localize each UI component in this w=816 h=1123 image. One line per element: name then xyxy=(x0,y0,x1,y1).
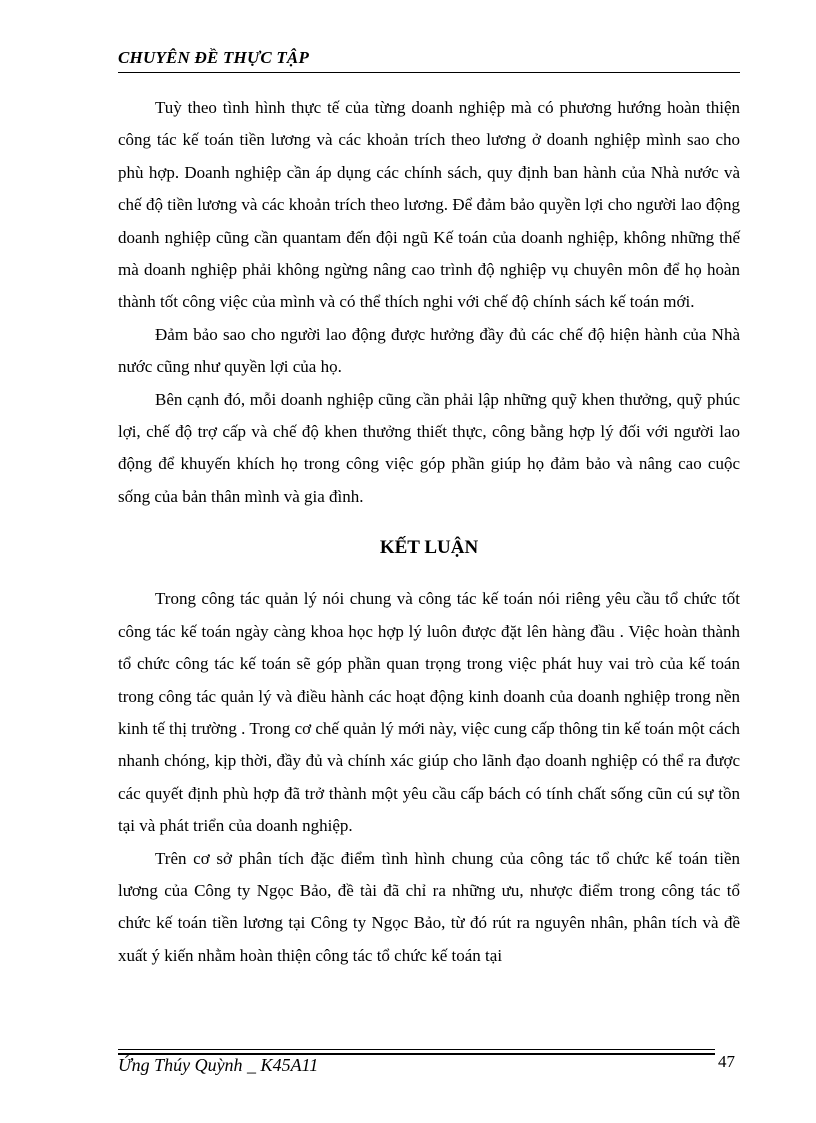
footer-author: Ứng Thúy Quỳnh _ K45A11 xyxy=(118,1055,319,1075)
page-header xyxy=(118,48,740,68)
header-title: CHUYÊN ĐỀ THỰC TẬP xyxy=(118,48,310,67)
section-heading: KẾT LUẬN xyxy=(379,537,479,559)
body-paragraph: Tuỳ theo tình hình thực tế của từng doanh nghiệp mà có phương hướng hoàn thiện công tác kế toán tiền lương và các khoản trích theo lương ở doanh nghiệp mình sao cho phù hợp. Doanh nghiệp cần áp dụng các chính sách, quy định ban hành của Nhà nước và chế độ tiền lương và các khoản trích theo lương. Để đảm bảo quyền lợi cho người lao động doanh nghiệp cũng cần quantam đến đội ngũ Kế toán của doanh nghiệp, không những thế mà doanh nghiệp phải không ngừng nâng cao trình độ nghiệp vụ chuyên môn để họ hoàn thành tốt công việc của mình và có thể thích nghi với chế độ chính sách kế toán mới. xyxy=(118,98,740,312)
body-paragraph: Trên cơ sở phân tích đặc điểm tình hình chung của công tác tổ chức kế toán tiền lương của Công ty Ngọc Bảo, đề tài đã chỉ ra những ưu, nhược điểm trong công tác tổ chức kế toán tiền lương tại Công ty Ngọc Bảo, từ đó rút ra nguyên nhân, phân tích và đề xuất ý kiến nhằm hoàn thiện công tác tổ chức kế toán tại xyxy=(118,848,740,965)
document-body xyxy=(118,92,740,972)
header-rule xyxy=(118,72,740,73)
body-paragraph: Đảm bảo sao cho người lao động được hưởng đầy đủ các chế độ hiện hành của Nhà nước cũng như quyền lợi của họ. xyxy=(118,324,740,377)
body-paragraph: Trong công tác quản lý nói chung và công tác kế toán nói riêng yêu cầu tổ chức tốt công tác kế toán ngày càng khoa học hợp lý luôn được đặt lên hàng đầu . Việc hoàn thành tổ chức công tác kế toán sẽ góp phần quan trọng trong việc phát huy vai trò của kế toán trong công tác quản lý và điều hành các hoạt động kinh doanh của doanh nghiệp trong nền kinh tế thị trường . Trong cơ chế quản lý mới này, việc cung cấp thông tin kế toán một cách nhanh chóng, kịp thời, đầy đủ và chính xác giúp cho lãnh đạo doanh nghiệp có thể ra được các quyết định phù hợp đã trở thành một yêu cầu cấp bách có tính chất sống cũn cú sự tồn tại và phát triển của doanh nghiệp. xyxy=(118,589,740,836)
page-number: 47 xyxy=(718,1052,735,1071)
body-paragraph: Bên cạnh đó, mỗi doanh nghiệp cũng cần phải lập những quỹ khen thưởng, quỹ phúc lợi, chế độ trợ cấp và chế độ khen thưởng thiết thực, công bằng hợp lý đối với người lao động để khuyến khích họ trong công việc góp phần giúp họ đảm bảo và nâng cao cuộc sống của bản thân mình và gia đình. xyxy=(118,389,740,506)
footer-rule xyxy=(118,1049,715,1050)
